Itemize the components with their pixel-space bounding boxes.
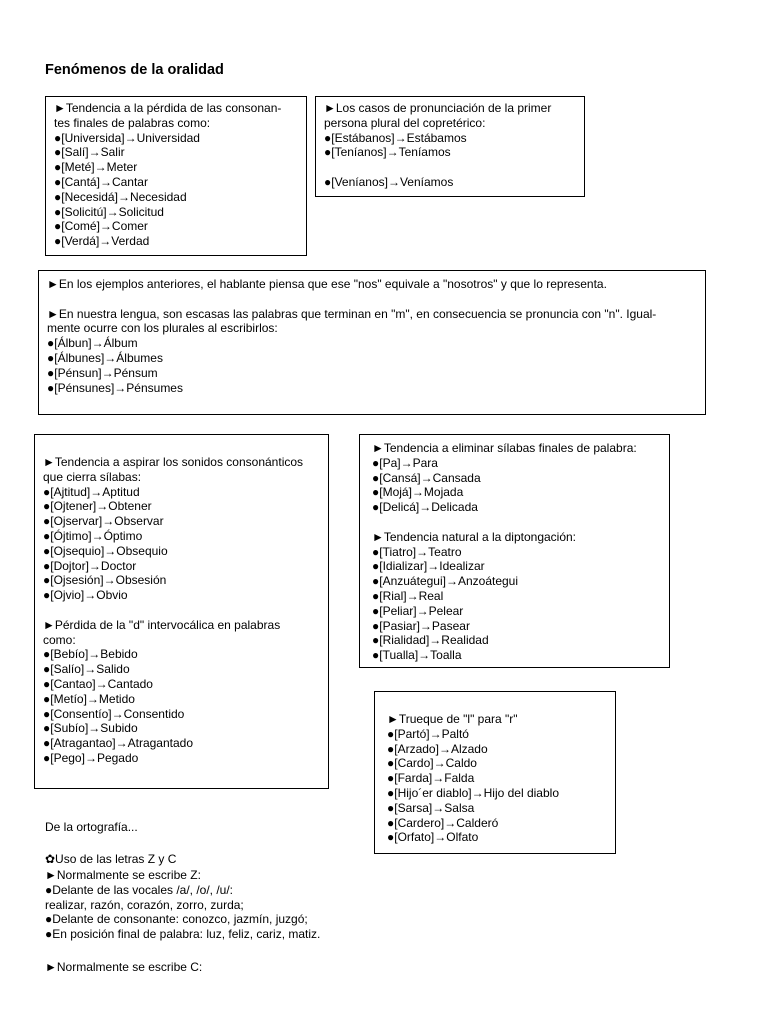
box-line: ●[Meté]→Meter [54,160,138,175]
box-line: ●[Ojservar]→Observar [43,514,164,529]
box-line: ●[Peliar]→Pelear [372,603,464,618]
box-line: ●[Rialidad]→Realidad [372,633,489,648]
box-line: ●[Solicitú]→Solicitud [54,204,164,219]
nos-explanation-box [38,270,706,415]
box-line: ●[Comé]→Comer [54,219,148,234]
box-line: ●[Verdá]→Verdad [54,234,150,249]
box-line: ●[Idializar]→Idealizar [372,559,485,574]
aspiration-box [34,434,329,789]
box-line: ●[Sarsa]→Salsa [387,800,475,815]
box-line: ●[Hijo´er diablo]→Hijo del diablo [387,785,559,800]
c-rule-heading: ►Normalmente se escribe C: [45,960,203,974]
box-line: ►Tendencia a eliminar sílabas finales de palabra: [372,441,637,455]
box-line: ●[Ojsequio]→Obsequio [43,543,168,558]
box-line: ●[Pego]→Pegado [43,750,139,765]
box-line: ●[Partó]→Paltó [387,726,469,741]
box-line: ●[Dojtor]→Doctor [43,558,137,573]
box-line: tes finales de palabras como: [54,115,211,130]
box-line: ●[Veníanos]→Veníamos [324,174,454,189]
box-line: ●[Estábanos]→Estábamos [324,130,467,145]
z-rules [45,868,320,942]
box-line: ●[Ojsesión]→Obsesión [43,573,167,588]
box-line: ●[Cantá]→Cantar [54,174,148,189]
box-line: ●[Necesidá]→Necesidad [54,189,187,204]
box-line: ●[Tiatro]→Teatro [372,544,462,559]
consonant-loss-box [45,96,307,256]
box-line: ●[Teníanos]→Teníamos [324,145,451,160]
box-line: mente ocurre con los plurales al escribirlos: [47,321,278,336]
box-line: ►Pérdida de la "d" intervocálica en palabras [43,617,281,632]
box-line: ●[Álbunes]→Álbumes [47,350,163,365]
box-line: ►En los ejemplos anteriores, el hablante piensa que ese "nos" equivale a "nosotros" y que lo representa. [47,277,607,291]
box-line: ●[Anzuátegui]→Anzoátegui [372,574,519,589]
box-line: ●[Pénsun]→Pénsum [47,365,158,380]
box-line [47,292,656,307]
syllable-elision-box [359,434,670,668]
box-line: ●[Ojtener]→Obtener [43,499,152,514]
box-line: ►Tendencia a la pérdida de las consonan- [54,101,282,115]
box-line: ●[Mojá]→Mojada [372,485,464,500]
rule-line: realizar, razón, corazón, zorro, zurda; [45,897,244,912]
box-line: ●[Cardero]→Calderó [387,815,499,830]
rule-line: ●Delante de consonante: conozco, jazmín, juzgó; [45,912,308,927]
box-line: ●[Universida]→Universidad [54,130,200,145]
box-line: ►Trueque de "l" para "r" [387,712,518,726]
box-line: ●[Salío]→Salido [43,662,130,677]
l-r-exchange-box [374,691,616,854]
box-line: ●[Cardo]→Caldo [387,756,477,771]
box-line: ●[Ajtitud]→Aptitud [43,484,140,499]
box-line: ●[Metío]→Metido [43,691,135,706]
box-line: ●[Salí]→Salir [54,145,125,160]
box-line: ►En nuestra lengua, son escasas las palabras que terminan en "m", en consecuencia se pronuncia con "n". Igual- [47,306,657,321]
zc-usage-heading: ✿Uso de las letras Z y C [45,852,177,866]
box-line: ►Los casos de pronunciación de la primer [324,101,552,115]
box-line: ●[Atragantao]→Atragantado [43,736,194,751]
box-line: ●[Farda]→Falda [387,771,475,786]
box-line: ●[Tualla]→Toalla [372,648,462,663]
plural-pronunciation-box [315,96,585,197]
page-title: Fenómenos de la oralidad [45,62,224,78]
box-line: ●[Ojvio]→Obvio [43,588,128,603]
rule-line: ►Normalmente se escribe Z: [45,868,201,882]
box-line: ●[Pénsunes]→Pénsumes [47,380,183,395]
box-line: ►Tendencia natural a la diptongación: [372,529,577,544]
box-line [43,603,303,618]
box-line: persona plural del copretérico: [324,115,486,130]
rule-line: ●En posición final de palabra: luz, feliz, cariz, matiz. [45,927,321,942]
box-line: ►Tendencia a aspirar los sonidos consonánticos [43,455,304,469]
box-line: ●[Delicá]→Delicada [372,500,478,515]
box-line: ●[Pa]→Para [372,455,438,470]
box-line: ●[Álbun]→Álbum [47,336,138,351]
box-line: ●[Orfato]→Olfato [387,830,479,845]
box-line: ●[Cantao]→Cantado [43,676,153,691]
box-line: ●[Pasiar]→Pasear [372,618,470,633]
box-line: ●[Consentío]→Consentido [43,706,185,721]
box-line [372,515,637,530]
box-line: ●[Arzado]→Alzado [387,741,488,756]
box-line: ●[Rial]→Real [372,588,444,603]
box-line [324,160,551,175]
box-line: que cierra sílabas: [43,469,142,484]
box-line: ●[Cansá]→Cansada [372,470,481,485]
box-line: como: [43,632,76,647]
ortografia-heading: De la ortografía... [45,820,138,834]
box-line: ●[Ójtimo]→Óptimo [43,528,143,543]
rule-line: ●Delante de las vocales /a/, /o/, /u/: [45,882,234,897]
box-line: ●[Bebío]→Bebido [43,647,138,662]
box-line: ●[Subío]→Subido [43,721,138,736]
